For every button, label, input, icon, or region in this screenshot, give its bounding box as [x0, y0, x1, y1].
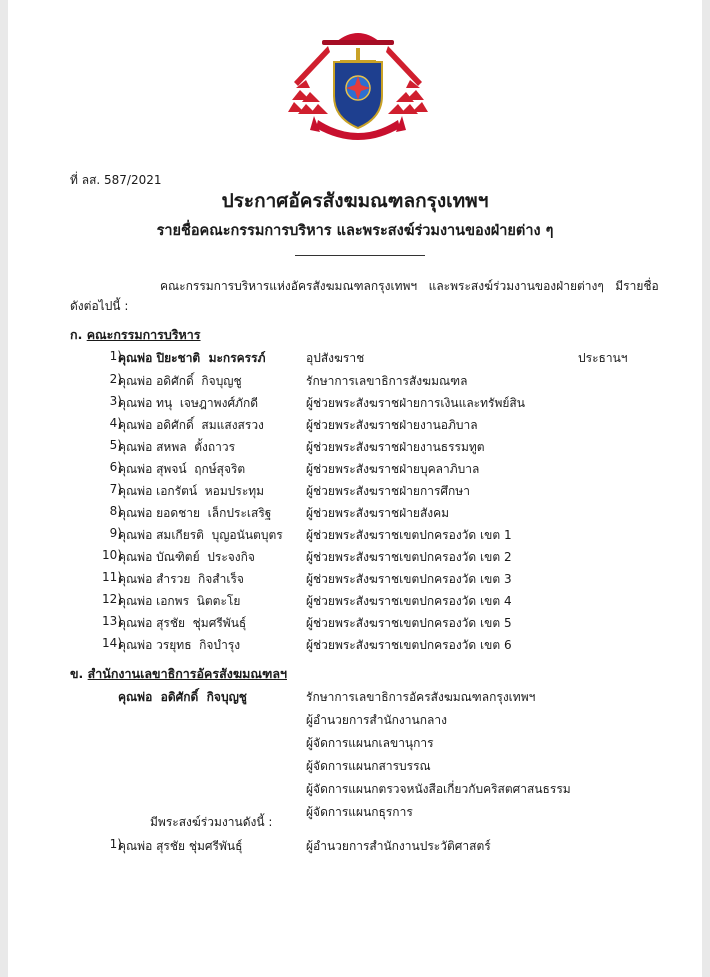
- section-a-title: คณะกรรมการบริหาร: [86, 327, 201, 342]
- member-name: คุณพ่อ สุรชัย ชุ่มศรีพันธุ์: [118, 616, 247, 630]
- member-role: รักษาการเลขาธิการสังฆมณฑล: [306, 374, 468, 388]
- section-b-title: สำนักงานเลขาธิการอัครสังฆมณฑลฯ: [87, 666, 287, 681]
- member-row: [8, 614, 702, 634]
- member-role: ผู้ช่วยพระสังฆราชฝ่ายงานธรรมทูต: [306, 440, 485, 454]
- member-name: คุณพ่อ ทนุ เจษฎาพงศ์ภักดี: [118, 396, 259, 410]
- member-row: [8, 548, 702, 568]
- secretariat-role: ผู้จัดการแผนกตรวจหนังสือเกี่ยวกับคริสตศาสนธรรม: [306, 782, 571, 796]
- member-role: ผู้ช่วยพระสังฆราชเขตปกครองวัด เขต 3: [306, 572, 512, 586]
- member-row: [8, 482, 702, 502]
- member-name: คุณพ่อ อดิศักดิ์ กิจบุญชู: [118, 374, 242, 388]
- assistant-role: ผู้อำนวยการสำนักงานประวัติศาสตร์: [306, 839, 491, 853]
- member-role: ผู้ช่วยพระสังฆราชฝ่ายบุคลาภิบาล: [306, 462, 480, 476]
- document-page: [8, 0, 702, 977]
- member-name: คุณพ่อ เอกรัตน์ หอมประทุม: [118, 484, 265, 498]
- member-number: 4): [109, 416, 122, 430]
- member-name: คุณพ่อ สหพล ตั้งถาวร: [118, 440, 236, 454]
- member-note: ประธานฯ: [578, 351, 628, 365]
- secretariat-role: ผู้อำนวยการสำนักงานกลาง: [306, 713, 447, 727]
- member-number: 11): [102, 570, 122, 584]
- archdiocese-coat-of-arms-icon: [288, 20, 428, 145]
- member-row: [8, 394, 702, 414]
- member-name: คุณพ่อ ยอดชาย เล็กประเสริฐ: [118, 506, 272, 520]
- assistant-name: คุณพ่อ สุรชัย ชุ่มศรีพันธุ์: [118, 839, 243, 853]
- member-name: คุณพ่อ วรยุทธ กิจบำรุง: [118, 638, 241, 652]
- member-row: [8, 636, 702, 656]
- member-number: 10): [102, 548, 122, 562]
- member-row: [8, 416, 702, 436]
- member-row: [8, 570, 702, 590]
- member-name: คุณพ่อ สุพจน์ ฤกษ์สุจริต: [118, 462, 246, 476]
- reference-number: ที่ ลส. 587/2021: [70, 173, 162, 187]
- member-number: 8): [109, 504, 122, 518]
- section-b-label: ข.: [70, 666, 84, 681]
- secretariat-role: รักษาการเลขาธิการอัครสังฆมณฑลกรุงเทพฯ: [306, 690, 536, 704]
- member-role: ผู้ช่วยพระสังฆราชฝ่ายการศึกษา: [306, 484, 470, 498]
- member-row: [8, 592, 702, 612]
- member-number: 9): [109, 526, 122, 540]
- member-role: ผู้ช่วยพระสังฆราชเขตปกครองวัด เขต 4: [306, 594, 512, 608]
- member-row: [8, 526, 702, 546]
- member-name: คุณพ่อ สมเกียรติ บุญอนันตบุตร: [118, 528, 283, 542]
- member-role: ผู้ช่วยพระสังฆราชเขตปกครองวัด เขต 1: [306, 528, 512, 542]
- secretariat-head-name: คุณพ่อ อดิศักดิ์ กิจบุญชู: [118, 690, 247, 704]
- secretariat-role: ผู้จัดการแผนกสารบรรณ: [306, 759, 431, 773]
- member-number: 5): [109, 438, 122, 452]
- divider: [295, 255, 425, 256]
- assistant-row: [8, 837, 702, 857]
- member-row: [8, 438, 702, 458]
- member-role: ผู้ช่วยพระสังฆราชฝ่ายการเงินและทรัพย์สิน: [306, 396, 525, 410]
- member-name: คุณพ่อ เอกพร นิตตะโย: [118, 594, 241, 608]
- document-title: ประกาศอัครสังฆมณฑลกรุงเทพฯ: [221, 190, 489, 212]
- member-name: คุณพ่อ อดิศักดิ์ สมแสงสรวง: [118, 418, 264, 432]
- member-role: ผู้ช่วยพระสังฆราชเขตปกครองวัด เขต 5: [306, 616, 512, 630]
- member-name: คุณพ่อ บัณฑิตย์ ประจงกิจ: [118, 550, 255, 564]
- member-row: [8, 372, 702, 392]
- section-a-label: ก.: [70, 327, 83, 342]
- member-number: 12): [102, 592, 122, 606]
- member-role: ผู้ช่วยพระสังฆราชฝ่ายงานอภิบาล: [306, 418, 478, 432]
- secretariat-role: ผู้จัดการแผนกธุรการ: [306, 805, 413, 819]
- member-name: คุณพ่อ ปิยะชาติ มะกรครรภ์: [118, 351, 266, 365]
- member-row: [8, 460, 702, 480]
- member-name: คุณพ่อ สำรวย กิจสำเร็จ: [118, 572, 244, 586]
- member-number: 2): [109, 372, 122, 386]
- document-subtitle: รายชื่อคณะกรรมการบริหาร และพระสงฆ์ร่วมงานของฝ่ายต่าง ๆ: [156, 223, 554, 239]
- section-b-heading: [70, 664, 287, 684]
- member-number: 3): [109, 394, 122, 408]
- secretariat-role: ผู้จัดการแผนกเลขานุการ: [306, 736, 434, 750]
- member-number: 1): [109, 349, 122, 363]
- member-number: 7): [109, 482, 122, 496]
- member-role: อุปสังฆราช: [306, 351, 365, 365]
- member-number: 14): [102, 636, 122, 650]
- intro-paragraph-line-2: ดังต่อไปนี้ :: [70, 299, 129, 313]
- member-number: 6): [109, 460, 122, 474]
- intro-paragraph-line-1: คณะกรรมการบริหารแห่งอัครสังฆมณฑลกรุงเทพฯ และพระสงฆ์ร่วมงานของฝ่ายต่างๆ มีรายชื่อ: [160, 279, 659, 293]
- member-row: [8, 349, 702, 369]
- assistants-label: มีพระสงฆ์ร่วมงานดังนี้ :: [150, 815, 273, 829]
- member-number: 13): [102, 614, 122, 628]
- member-role: ผู้ช่วยพระสังฆราชฝ่ายสังคม: [306, 506, 450, 520]
- member-role: ผู้ช่วยพระสังฆราชเขตปกครองวัด เขต 6: [306, 638, 512, 652]
- assistant-number: 1): [109, 837, 122, 851]
- member-row: [8, 504, 702, 524]
- member-role: ผู้ช่วยพระสังฆราชเขตปกครองวัด เขต 2: [306, 550, 512, 564]
- section-a-heading: [70, 325, 201, 345]
